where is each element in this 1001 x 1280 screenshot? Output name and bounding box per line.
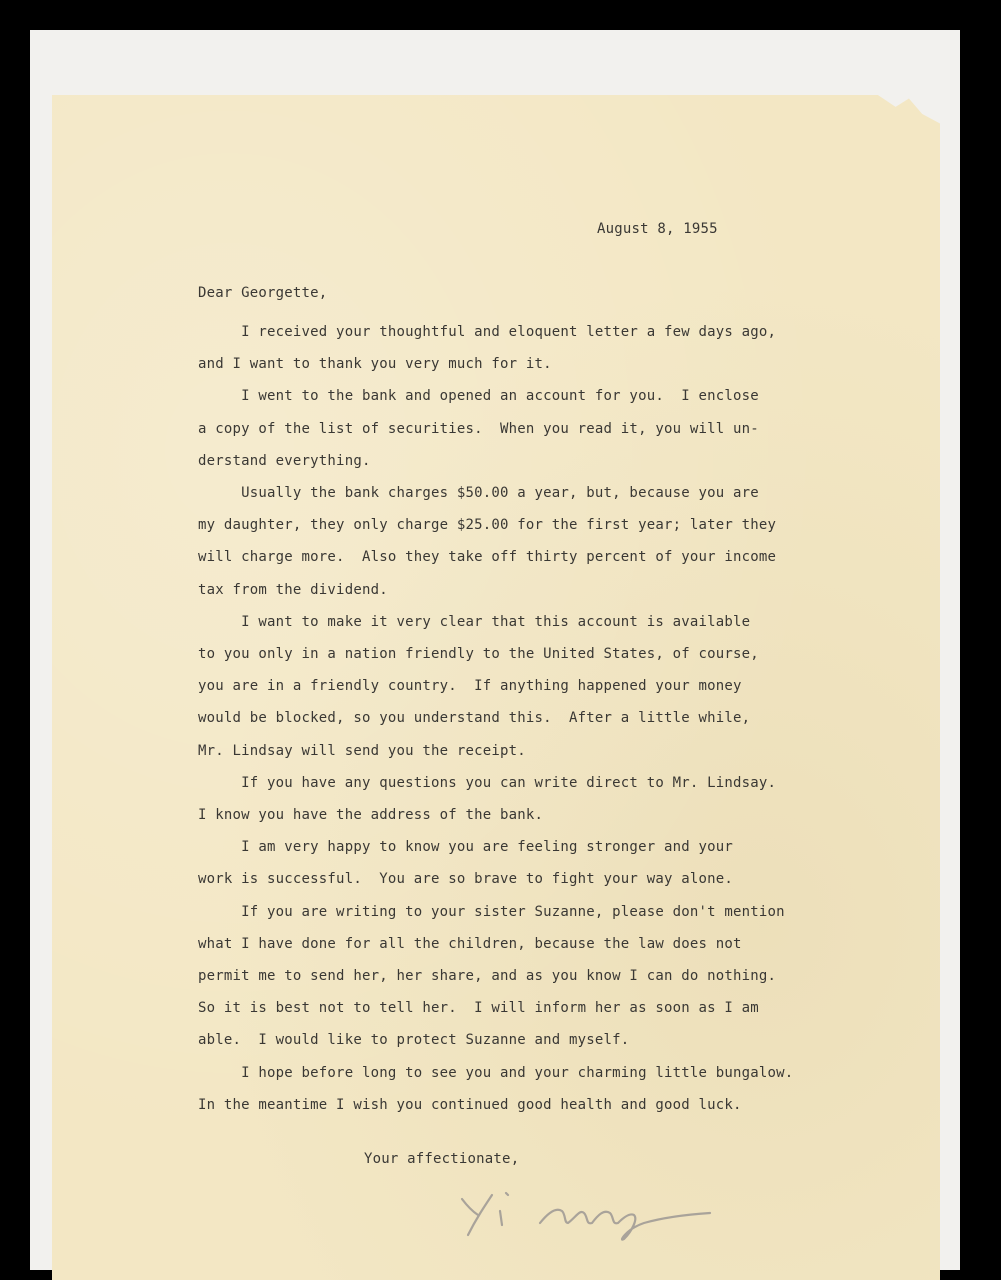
letter-line: So it is best not to tell her. I will inform her as soon as I am xyxy=(198,1000,759,1017)
letter-line: Mr. Lindsay will send you the receipt. xyxy=(198,742,526,759)
letter-date: August 8, 1955 xyxy=(597,221,718,237)
letter-line: derstand everything. xyxy=(198,452,371,469)
letter-line: Usually the bank charges $50.00 a year, but, because you are xyxy=(198,485,759,502)
letter-line: I received your thoughtful and eloquent letter a few days ago, xyxy=(198,324,777,340)
letter-line: and I want to thank you very much for it. xyxy=(198,356,552,373)
letter-line: work is successful. You are so brave to fight your way alone. xyxy=(198,871,733,888)
letter-line: If you are writing to your sister Suzanne, please don't mention xyxy=(198,903,785,920)
letter-line: In the meantime I wish you continued good health and good luck. xyxy=(198,1096,742,1113)
letter-line: I hope before long to see you and your charming little bungalow. xyxy=(198,1064,794,1081)
letter-line: tax from the dividend. xyxy=(198,581,388,598)
letter-line: I know you have the address of the bank. xyxy=(198,807,544,824)
letter-line: able. I would like to protect Suzanne and myself. xyxy=(198,1032,630,1049)
letter-line: I want to make it very clear that this account is available xyxy=(198,613,751,630)
letter-line: a copy of the list of securities. When you read it, you will un- xyxy=(198,420,759,437)
letter-line: If you have any questions you can write direct to Mr. Lindsay. xyxy=(198,774,777,791)
letter-body xyxy=(198,316,793,1121)
letter-line: will charge more. Also they take off thirty percent of your income xyxy=(198,549,777,566)
letter-line: to you only in a nation friendly to the United States, of course, xyxy=(198,646,759,663)
letter-line: my daughter, they only charge $25.00 for the first year; later they xyxy=(198,517,777,534)
letter-closing: Your affectionate, xyxy=(364,1151,520,1167)
letter-line: you are in a friendly country. If anything happened your money xyxy=(198,678,742,695)
letter-salutation: Dear Georgette, xyxy=(198,285,328,301)
signature xyxy=(448,1185,738,1245)
letter-line: what I have done for all the children, because the law does not xyxy=(198,935,742,952)
letter-line: would be blocked, so you understand this. After a little while, xyxy=(198,710,751,727)
letter-line: I went to the bank and opened an account for you. I enclose xyxy=(198,388,759,405)
letter-line: permit me to send her, her share, and as you know I can do nothing. xyxy=(198,968,777,985)
letter-line: I am very happy to know you are feeling stronger and your xyxy=(198,839,733,856)
